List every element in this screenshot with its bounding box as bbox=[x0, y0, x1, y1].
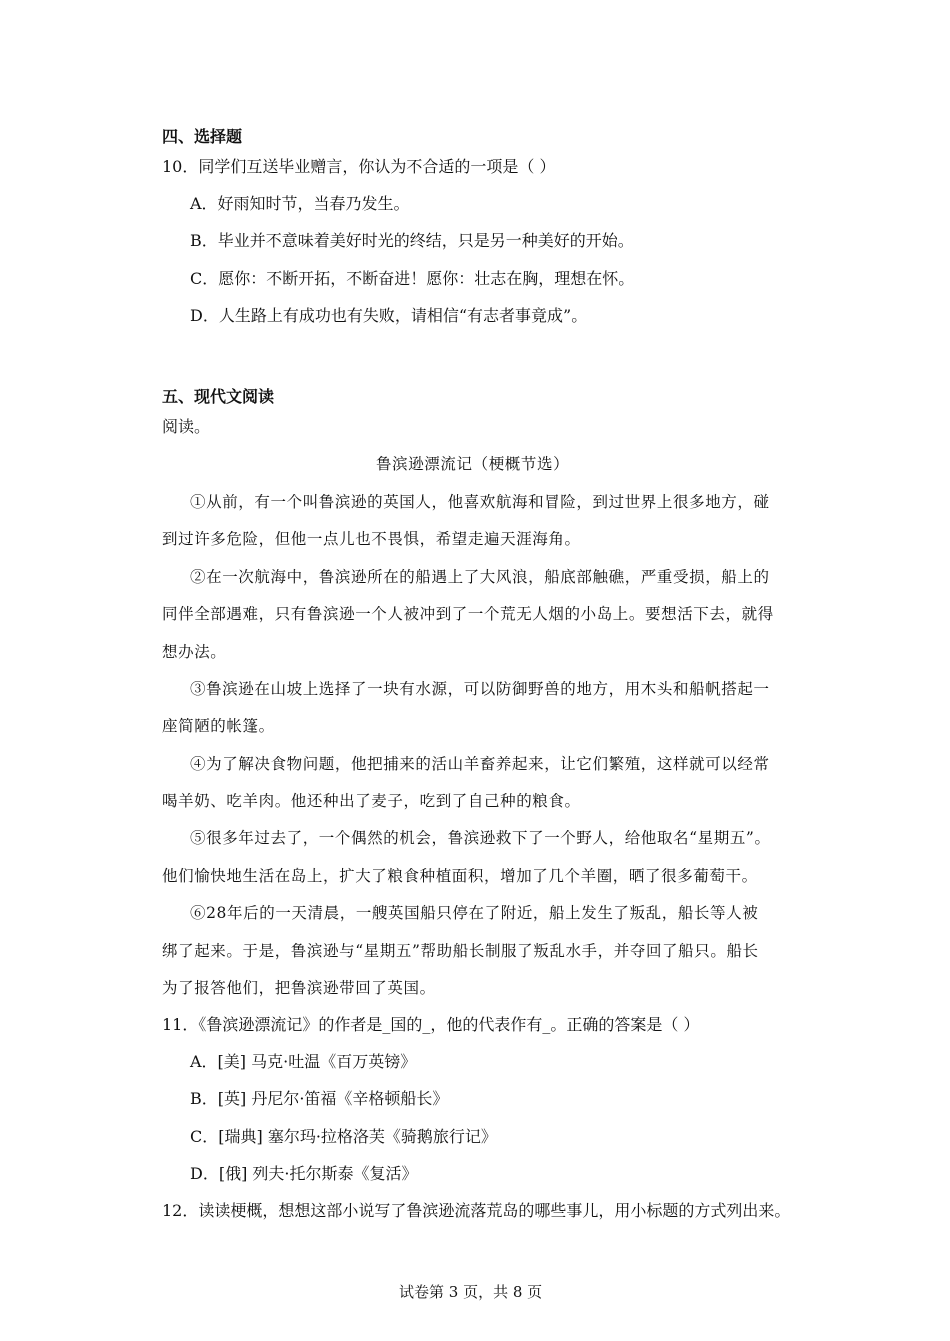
question-11-option-a: A．[美] 马克·吐温《百万英镑》 bbox=[190, 1052, 417, 1071]
passage-line: ⑤很多年过去了，一个偶然的机会，鲁滨逊救下了一个野人，给他取名“星期五”。 bbox=[190, 829, 771, 847]
section-5-intro: 阅读。 bbox=[162, 417, 211, 436]
section-4-heading: 四、选择题 bbox=[162, 127, 243, 146]
passage-title: 鲁滨逊漂流记（梗概节选） bbox=[376, 455, 570, 473]
passage-line: ①从前，有一个叫鲁滨逊的英国人，他喜欢航海和冒险，到过世界上很多地方，碰 bbox=[190, 493, 770, 511]
question-10-option-a: A．好雨知时节，当春乃发生。 bbox=[190, 194, 410, 213]
question-10-option-c: C．愿你：不断开拓，不断奋进！愿你：壮志在胸，理想在怀。 bbox=[190, 269, 635, 288]
question-11-stem: 11．《鲁滨逊漂流记》的作者是_国的_，他的代表作有_。正确的答案是（ ） bbox=[162, 1015, 700, 1034]
passage-line: ④为了解决食物问题，他把捕来的活山羊畜养起来，让它们繁殖，这样就可以经常 bbox=[190, 755, 770, 773]
passage-line: 喝羊奶、吃羊肉。他还种出了麦子，吃到了自己种的粮食。 bbox=[162, 792, 581, 810]
passage-line: ③鲁滨逊在山坡上选择了一块有水源，可以防御野兽的地方，用木头和船帆搭起一 bbox=[190, 680, 770, 698]
passage-line: 想办法。 bbox=[162, 643, 227, 661]
question-12-stem: 12．读读梗概，想想这部小说写了鲁滨逊流落荒岛的哪些事儿，用小标题的方式列出来。 bbox=[162, 1201, 791, 1220]
passage-line: 他们愉快地生活在岛上，扩大了粮食种植面积，增加了几个羊圈，晒了很多葡萄干。 bbox=[162, 867, 758, 885]
passage-line: 座简陋的帐篷。 bbox=[162, 717, 275, 735]
question-11-option-c: C．[瑞典] 塞尔玛·拉格洛芙《骑鹅旅行记》 bbox=[190, 1127, 497, 1146]
question-10-stem: 10．同学们互送毕业赠言，你认为不合适的一项是（ ） bbox=[162, 157, 556, 176]
passage-line: 为了报答他们，把鲁滨逊带回了英国。 bbox=[162, 979, 436, 997]
question-10-option-d: D．人生路上有成功也有失败，请相信“有志者事竟成”。 bbox=[190, 306, 588, 325]
passage-line: 同伴全部遇难，只有鲁滨逊一个人被冲到了一个荒无人烟的小岛上。要想活下去，就得 bbox=[162, 605, 774, 623]
passage-line: ⑥28年后的一天清晨，一艘英国船只停在了附近，船上发生了叛乱，船长等人被 bbox=[190, 904, 759, 922]
question-11-option-b: B．[英] 丹尼尔·笛福《辛格顿船长》 bbox=[190, 1089, 449, 1108]
question-10-option-b: B．毕业并不意味着美好时光的终结，只是另一种美好的开始。 bbox=[190, 231, 634, 250]
passage-line: 绑了起来。于是，鲁滨逊与“星期五”帮助船长制服了叛乱水手，并夺回了船只。船长 bbox=[162, 942, 759, 960]
passage-line: ②在一次航海中，鲁滨逊所在的船遇上了大风浪，船底部触礁，严重受损，船上的 bbox=[190, 568, 770, 586]
passage-line: 到过许多危险，但他一点儿也不畏惧，希望走遍天涯海角。 bbox=[162, 530, 581, 548]
section-5-heading: 五、现代文阅读 bbox=[162, 387, 275, 406]
page-footer: 试卷第 3 页，共 8 页 bbox=[399, 1283, 543, 1301]
question-11-option-d: D．[俄] 列夫·托尔斯泰《复活》 bbox=[190, 1164, 418, 1183]
